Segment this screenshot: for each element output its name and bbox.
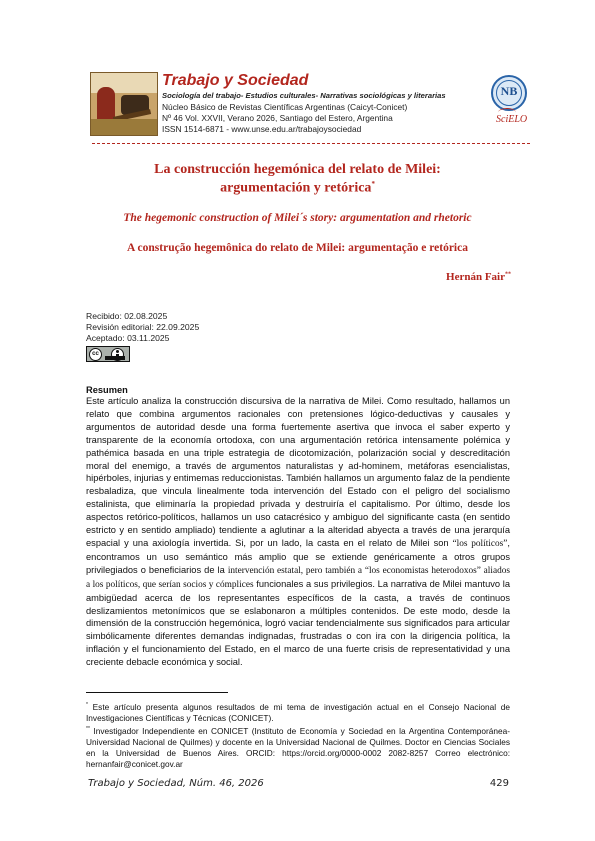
footnote-2: ** Investigador Independiente en CONICET (Instituto de Economía y Sociedad en la Argentina Contemporánea-Universidad Nacional de Quilmes) y docente en la Universidad Nacional de Quilmes. Doctor en Ciencias Sociales en la Universidad de Buenos Aires. ORCID: https://orcid.org/0000-0002 2082-8257 Correo electrónico: hernanfair@conicet.gov.ar — [86, 725, 510, 769]
abstract-body: Este artículo analiza la construcción discursiva de la narrativa de Milei. Como resultado, hallamos un relato que combina argumentos racionales con pretensiones lógico-deductivas y causales y argumentos de autoridad desde una forma fuertemente asertiva que invoca el saber experto y transparente de la economía ortodoxa, con una argumentación retórica intensamente polémica y pathémica basada en una triple estrategia de dicotomización, polarización social y descreditación moral del enemigo, a través de argumentos naturalistas y ad-hominem, metáforas esencialistas, hipérboles, injurias y entimemas reduccionistas. También hallamos un argumento falaz de la pendiente resbaladiza, que vincula linealmente toda intervención del Estado con el peligro del socialismo estalinista, que eliminaría la propiedad privada y destruiría el capitalismo. Por último, desde los aspectos retórico-políticos, hallamos un uso catacrésico y ambiguo del significante casta (en sentido estricto y en sentido ampliado) tendiente a aglutinar a la alteridad abyecta a través de una jerarquía espacial y una axiología invertida. Si, por un lado, la casta en el relato de Milei son “los políticos”, encontramos un uso semántico más amplio que se extiende genéricamente a otros grupos privilegiados o beneficiarios de la intervención estatal, pero también a “los economistas heterodoxos” aliados a los políticos, que serían socios y cómplices funcionales a sus privilegios. La narrativa de Milei mantuvo la ambigüedad acerca de los representantes específicos de la casta, a través de continuos deslizamientos metonímicos que se eslabonaron a múltiples contenidos. De este modo, desde la dimensión de la construcción hegemónica, logró vaciar tendencialmente sus significados para articular simbólicamente diferentes demandas indignadas, frustradas o con ira con la dirigencia política, la inflación y el funcionamiento del Estado, en el marco de una fuerte crisis de representatividad y una creciente debacle económica y social. — [86, 396, 511, 668]
title-footnote-mark: * — [371, 180, 375, 188]
author-footnote-mark: ** — [505, 271, 511, 278]
date-accepted: Aceptado: 03.11.2025 — [86, 333, 170, 343]
article-title-portuguese: A construção hegemônica do relato de Milei: argumentação e retórica — [127, 242, 468, 254]
article-title-line1: La construcción hegemónica del relato de Milei: — [154, 162, 441, 177]
abstract-heading: Resumen — [86, 385, 128, 395]
abstract-quote-politicos: “los políticos” — [452, 538, 508, 549]
cc-icon: cc — [89, 348, 102, 361]
author-name: Hernán Fair** — [446, 271, 511, 283]
journal-logo-image — [90, 72, 158, 136]
header-divider — [92, 143, 530, 144]
page-number: 429 — [489, 778, 509, 789]
license-by-label — [105, 356, 125, 360]
date-received: Recibido: 02.08.2025 — [86, 311, 168, 321]
footer-citation: Trabajo y Sociedad, Núm. 46, 2026 — [88, 778, 264, 789]
header-line-issue: Nº 46 Vol. XXVII, Verano 2026, Santiago del Estero, Argentina — [162, 113, 393, 123]
abstract-quote-economistas: intervención estatal, pero también a “los economistas heterodoxos” aliados a los políticos, que serían socios y cómplices — [86, 565, 510, 590]
footnote-divider — [86, 692, 228, 693]
article-title-english: The hegemonic construction of Milei´s story: argumentation and rhetoric — [123, 212, 472, 224]
footnote-1: * Este artículo presenta algunos resultados de mi tema de investigación actual en el Consejo Nacional de Investigaciones Científicas y Técnicas (CONICET). — [86, 701, 510, 723]
scielo-logo — [496, 114, 527, 125]
header-line-indexing: Núcleo Básico de Revistas Científicas Argentinas (Caicyt-Conicet) — [162, 102, 408, 112]
article-title-line2: argumentación y retórica* — [220, 180, 375, 196]
cc-by-license-icon[interactable] — [86, 346, 130, 362]
scielo-text: SciELO — [496, 114, 528, 125]
journal-subtitle: Sociología del trabajo- Estudios culturales- Narrativas sociológicas y literarias — [162, 91, 446, 100]
header-line-issn: ISSN 1514-6871 - www.unse.edu.ar/trabajoysociedad — [162, 124, 362, 134]
journal-title: Trabajo y Sociedad — [162, 72, 309, 89]
nb-badge-icon — [491, 75, 527, 111]
nb-badge-text: NB — [500, 84, 518, 98]
date-revised: Revisión editorial: 22.09.2025 — [86, 322, 200, 332]
